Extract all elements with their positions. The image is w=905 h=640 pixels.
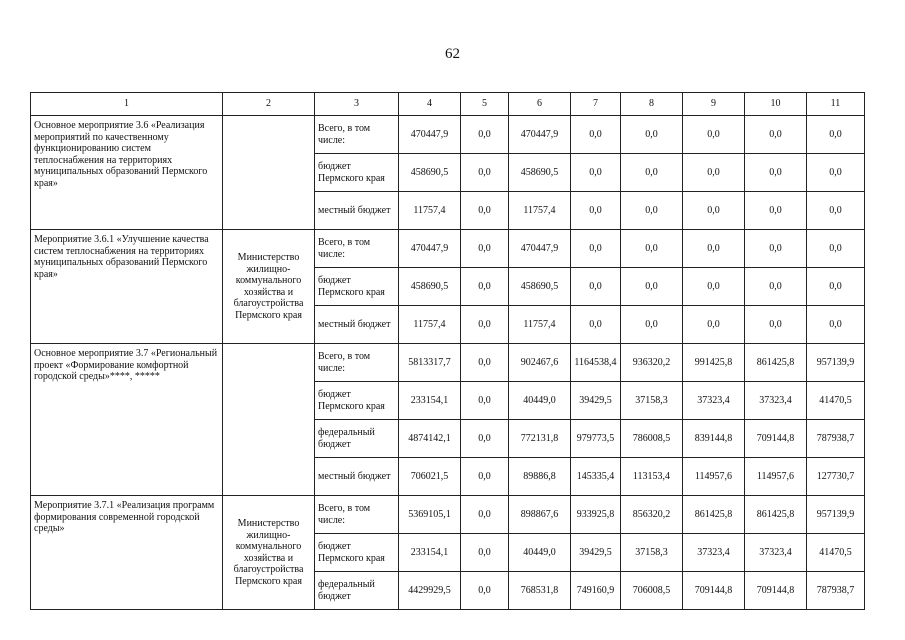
amount-cell: 0,0 xyxy=(745,230,807,268)
amount-cell: 0,0 xyxy=(621,306,683,344)
amount-cell: 145335,4 xyxy=(571,458,621,496)
activity-name-cell: Основное мероприятие 3.6 «Реализация мероприятий по качественному функционированию систем теплоснабжения на территориях муниципальных образований Пермского края» xyxy=(31,116,223,230)
amount-cell: 0,0 xyxy=(571,306,621,344)
amount-cell: 127730,7 xyxy=(807,458,865,496)
amount-cell: 856320,2 xyxy=(621,496,683,534)
amount-cell: 0,0 xyxy=(807,192,865,230)
amount-cell: 4874142,1 xyxy=(399,420,461,458)
amount-cell: 37323,4 xyxy=(683,382,745,420)
amount-cell: 0,0 xyxy=(461,116,509,154)
activity-name-cell: Мероприятие 3.7.1 «Реализация программ формирования современной городской среды» xyxy=(31,496,223,610)
amount-cell: 11757,4 xyxy=(399,306,461,344)
amount-cell: 458690,5 xyxy=(399,154,461,192)
amount-cell: 957139,9 xyxy=(807,496,865,534)
column-header: 9 xyxy=(683,93,745,116)
amount-cell: 839144,8 xyxy=(683,420,745,458)
activity-name-cell: Мероприятие 3.6.1 «Улучшение качества систем теплоснабжения на территориях муниципальных образований Пермского края» xyxy=(31,230,223,344)
page-number: 62 xyxy=(445,46,460,62)
column-header: 11 xyxy=(807,93,865,116)
amount-cell: 470447,9 xyxy=(509,116,571,154)
amount-cell: 709144,8 xyxy=(745,572,807,610)
amount-cell: 0,0 xyxy=(745,306,807,344)
amount-cell: 0,0 xyxy=(461,572,509,610)
activity-name-cell: Основное мероприятие 3.7 «Региональный проект «Формирование комфортной городской среды»****, ***** xyxy=(31,344,223,496)
column-header: 3 xyxy=(315,93,399,116)
funding-source-cell: федеральный бюджет xyxy=(315,572,399,610)
amount-cell: 39429,5 xyxy=(571,382,621,420)
amount-cell: 37323,4 xyxy=(745,382,807,420)
amount-cell: 0,0 xyxy=(571,268,621,306)
funding-source-cell: местный бюджет xyxy=(315,306,399,344)
column-header: 7 xyxy=(571,93,621,116)
amount-cell: 41470,5 xyxy=(807,382,865,420)
amount-cell: 5813317,7 xyxy=(399,344,461,382)
amount-cell: 458690,5 xyxy=(399,268,461,306)
amount-cell: 957139,9 xyxy=(807,344,865,382)
amount-cell: 898867,6 xyxy=(509,496,571,534)
amount-cell: 772131,8 xyxy=(509,420,571,458)
executor-cell: Министерство жилищно-коммунального хозяйства и благоустройства Пермского края xyxy=(223,496,315,610)
amount-cell: 0,0 xyxy=(461,268,509,306)
funding-source-cell: местный бюджет xyxy=(315,458,399,496)
amount-cell: 470447,9 xyxy=(399,230,461,268)
amount-cell: 1164538,4 xyxy=(571,344,621,382)
table-row xyxy=(31,496,865,534)
amount-cell: 0,0 xyxy=(745,192,807,230)
amount-cell: 0,0 xyxy=(807,268,865,306)
amount-cell: 787938,7 xyxy=(807,420,865,458)
amount-cell: 458690,5 xyxy=(509,154,571,192)
amount-cell: 709144,8 xyxy=(745,420,807,458)
amount-cell: 0,0 xyxy=(621,230,683,268)
amount-cell: 114957,6 xyxy=(683,458,745,496)
amount-cell: 41470,5 xyxy=(807,534,865,572)
funding-source-cell: Всего, в том числе: xyxy=(315,116,399,154)
amount-cell: 4429929,5 xyxy=(399,572,461,610)
column-header: 10 xyxy=(745,93,807,116)
amount-cell: 0,0 xyxy=(461,534,509,572)
amount-cell: 0,0 xyxy=(621,154,683,192)
table-row xyxy=(31,116,865,154)
amount-cell: 706021,5 xyxy=(399,458,461,496)
amount-cell: 861425,8 xyxy=(683,496,745,534)
amount-cell: 0,0 xyxy=(461,344,509,382)
funding-source-cell: бюджет Пермского края xyxy=(315,154,399,192)
amount-cell: 933925,8 xyxy=(571,496,621,534)
amount-cell: 0,0 xyxy=(683,192,745,230)
amount-cell: 787938,7 xyxy=(807,572,865,610)
amount-cell: 39429,5 xyxy=(571,534,621,572)
amount-cell: 233154,1 xyxy=(399,382,461,420)
amount-cell: 0,0 xyxy=(807,154,865,192)
amount-cell: 0,0 xyxy=(683,268,745,306)
column-header: 6 xyxy=(509,93,571,116)
amount-cell: 458690,5 xyxy=(509,268,571,306)
amount-cell: 786008,5 xyxy=(621,420,683,458)
amount-cell: 470447,9 xyxy=(509,230,571,268)
executor-cell: Министерство жилищно-коммунального хозяйства и благоустройства Пермского края xyxy=(223,230,315,344)
funding-source-cell: Всего, в том числе: xyxy=(315,230,399,268)
table-row xyxy=(31,344,865,382)
amount-cell: 0,0 xyxy=(461,496,509,534)
amount-cell: 706008,5 xyxy=(621,572,683,610)
amount-cell: 114957,6 xyxy=(745,458,807,496)
funding-source-cell: Всего, в том числе: xyxy=(315,344,399,382)
amount-cell: 40449,0 xyxy=(509,382,571,420)
amount-cell: 470447,9 xyxy=(399,116,461,154)
amount-cell: 40449,0 xyxy=(509,534,571,572)
amount-cell: 0,0 xyxy=(745,116,807,154)
column-header: 4 xyxy=(399,93,461,116)
amount-cell: 37323,4 xyxy=(745,534,807,572)
amount-cell: 37158,3 xyxy=(621,534,683,572)
amount-cell: 0,0 xyxy=(683,154,745,192)
amount-cell: 89886,8 xyxy=(509,458,571,496)
amount-cell: 936320,2 xyxy=(621,344,683,382)
column-header: 8 xyxy=(621,93,683,116)
amount-cell: 0,0 xyxy=(807,116,865,154)
amount-cell: 0,0 xyxy=(745,154,807,192)
amount-cell: 0,0 xyxy=(683,230,745,268)
amount-cell: 861425,8 xyxy=(745,344,807,382)
budget-table xyxy=(30,92,865,610)
amount-cell: 709144,8 xyxy=(683,572,745,610)
amount-cell: 11757,4 xyxy=(509,306,571,344)
amount-cell: 768531,8 xyxy=(509,572,571,610)
amount-cell: 0,0 xyxy=(745,268,807,306)
column-header: 1 xyxy=(31,93,223,116)
amount-cell: 0,0 xyxy=(461,420,509,458)
table-body xyxy=(31,93,865,610)
amount-cell: 0,0 xyxy=(683,306,745,344)
amount-cell: 0,0 xyxy=(461,154,509,192)
funding-source-cell: бюджет Пермского края xyxy=(315,534,399,572)
amount-cell: 113153,4 xyxy=(621,458,683,496)
executor-cell xyxy=(223,116,315,230)
amount-cell: 37323,4 xyxy=(683,534,745,572)
amount-cell: 0,0 xyxy=(571,116,621,154)
funding-source-cell: бюджет Пермского края xyxy=(315,382,399,420)
amount-cell: 0,0 xyxy=(461,192,509,230)
amount-cell: 233154,1 xyxy=(399,534,461,572)
amount-cell: 0,0 xyxy=(621,268,683,306)
amount-cell: 11757,4 xyxy=(509,192,571,230)
amount-cell: 0,0 xyxy=(571,230,621,268)
amount-cell: 902467,6 xyxy=(509,344,571,382)
amount-cell: 0,0 xyxy=(461,382,509,420)
funding-source-cell: местный бюджет xyxy=(315,192,399,230)
column-header: 5 xyxy=(461,93,509,116)
amount-cell: 0,0 xyxy=(621,116,683,154)
funding-source-cell: бюджет Пермского края xyxy=(315,268,399,306)
column-header: 2 xyxy=(223,93,315,116)
amount-cell: 0,0 xyxy=(571,154,621,192)
amount-cell: 37158,3 xyxy=(621,382,683,420)
amount-cell: 5369105,1 xyxy=(399,496,461,534)
amount-cell: 0,0 xyxy=(461,230,509,268)
executor-cell xyxy=(223,344,315,496)
funding-source-cell: Всего, в том числе: xyxy=(315,496,399,534)
funding-source-cell: федеральный бюджет xyxy=(315,420,399,458)
amount-cell: 0,0 xyxy=(621,192,683,230)
amount-cell: 861425,8 xyxy=(745,496,807,534)
amount-cell: 0,0 xyxy=(461,306,509,344)
amount-cell: 0,0 xyxy=(683,116,745,154)
amount-cell: 0,0 xyxy=(807,306,865,344)
amount-cell: 0,0 xyxy=(807,230,865,268)
table-row xyxy=(31,230,865,268)
amount-cell: 11757,4 xyxy=(399,192,461,230)
amount-cell: 991425,8 xyxy=(683,344,745,382)
amount-cell: 979773,5 xyxy=(571,420,621,458)
header-row xyxy=(31,93,865,116)
amount-cell: 0,0 xyxy=(461,458,509,496)
amount-cell: 749160,9 xyxy=(571,572,621,610)
amount-cell: 0,0 xyxy=(571,192,621,230)
